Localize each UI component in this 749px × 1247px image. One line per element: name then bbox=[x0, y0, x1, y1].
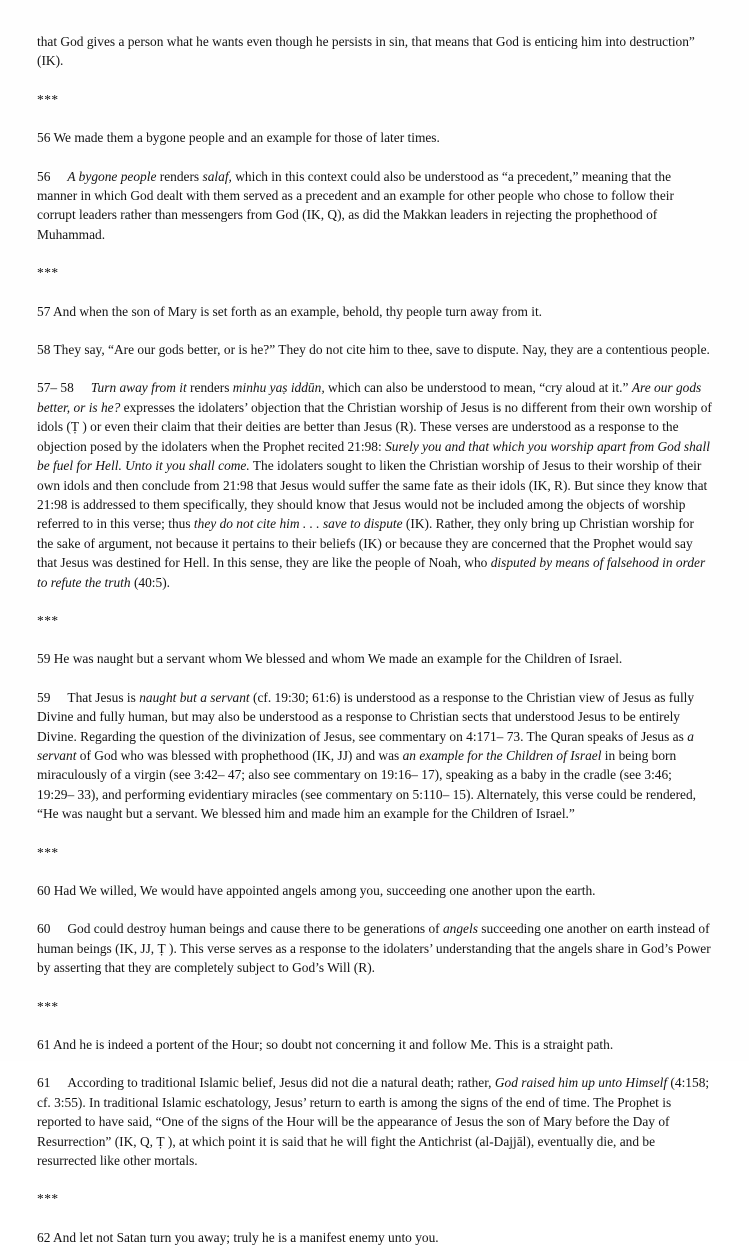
paragraph-spacer bbox=[37, 244, 712, 263]
quoted-phrase: disputed by means of falsehood in order to refute the truth bbox=[37, 555, 706, 590]
section-separator: *** bbox=[37, 1191, 59, 1207]
separator-spacer bbox=[37, 630, 712, 649]
paragraph-spacer bbox=[37, 71, 712, 90]
commentary-verse-number: 57– 58 bbox=[37, 380, 74, 396]
section-separator: *** bbox=[37, 998, 59, 1014]
quoted-phrase: Surely you and that which you worship apart from God shall be fuel for Hell. Unto it you shall come. bbox=[37, 438, 710, 474]
commentary-verse-number: 61 bbox=[37, 1075, 51, 1091]
commentary-verse-number: 56 bbox=[37, 168, 51, 184]
commentary-text: The idolaters sought to liken the Christian worship of Jesus to their worship of their own idols and then conclude from 21:98 that Jesus would suffer the same fate as their idols (IK, R). But since they know that 21:98 is addressed to them specifically, they should know that Jesus would not be included among the objects of worship referred to in this verse; thus bbox=[37, 458, 708, 532]
paragraph-spacer bbox=[37, 148, 712, 167]
separator-spacer bbox=[37, 109, 712, 128]
paragraph-spacer bbox=[37, 592, 712, 611]
quoted-phrase: Are our gods better, or is he? bbox=[37, 380, 702, 415]
separator-spacer bbox=[37, 1209, 712, 1228]
commentary-text: God could destroy human beings and cause there to be generations of bbox=[67, 921, 443, 937]
commentary-text: (IK). Rather, they only bring up Christian worship for the sake of argument, not because it pertains to their beliefs (IK) or because they are concerned that the Prophet would say that Jesus was destined for Hell. In this sense, they are like the people of Noah, who bbox=[37, 516, 694, 571]
paragraph-spacer bbox=[37, 824, 712, 843]
quoted-phrase: an example for the Children of Israel bbox=[402, 747, 602, 763]
commentary-text: in being born miraculously of a virgin (see 3:42– 47; also see commentary on 19:16– 17), speaking as a baby in the cradle (see 3:46; 19:29– 33), and performing evidentiary miracles (see commentary on 5:110– 15). Alternately, this verse could be rendered, “He was naught but a servant. We blessed him and made him an example for the Children of Israel.” bbox=[37, 747, 697, 822]
paragraph-spacer bbox=[37, 359, 712, 378]
quoted-phrase: a servant bbox=[37, 728, 694, 763]
commentary-text: (40:5). bbox=[130, 574, 171, 590]
commentary-paragraph bbox=[37, 688, 712, 824]
commentary-text: (4:158; cf. 3:55). In traditional Islamic eschatology, Jesus’ return to earth is among the signs of the end of time. The Prophet is reported to have said, “One of the signs of the Hour will be the appearance of Jesus the son of Mary before the Day of Resurrection” (IK, Q, Ṭ ), at which point it is said that he will fight the Antichrist (al-Dajjāl), eventually die, and be resurrected like other mortals. bbox=[37, 1075, 710, 1169]
paragraph-spacer bbox=[37, 978, 712, 997]
section-separator: *** bbox=[37, 91, 59, 107]
paragraph-spacer bbox=[37, 669, 712, 688]
commentary-paragraph bbox=[37, 1073, 712, 1170]
commentary-text: That Jesus is bbox=[67, 689, 140, 705]
commentary-text: of God who was blessed with prophethood (IK, JJ) and was bbox=[76, 747, 403, 763]
paragraph-spacer bbox=[37, 1054, 712, 1073]
quoted-phrase: God raised him up unto Himself bbox=[494, 1075, 668, 1091]
section-separator: *** bbox=[37, 265, 59, 281]
verse-paragraph: 61 And he is indeed a portent of the Hour; so doubt not concerning it and follow Me. This is a straight path. bbox=[37, 1037, 614, 1053]
verse-paragraph: 57 And when the son of Mary is set forth as an example, behold, thy people turn away from it. bbox=[37, 303, 543, 319]
paragraph-spacer bbox=[37, 900, 712, 919]
separator-spacer bbox=[37, 862, 712, 881]
commentary-text: (cf. 19:30; 61:6) is understood as a response to the Christian view of Jesus as fully Divine and fully human, but may also be understood as a response to Christian sects that understood Jesus to be entirely Divine. Regarding the question of the divinization of Jesus, see commentary on 4:171– 73. The Quran speaks of Jesus as bbox=[37, 689, 695, 744]
separator-spacer bbox=[37, 1016, 712, 1035]
commentary-text: which in this context could also be understood as “a precedent,” meaning that the manner in which God dealt with them served as a precedent and an example for other people who chose to follow their corrupt leaders rather than messengers from God (IK, Q), as did the Makkan leaders in rejecting the prophethood of Muhammad. bbox=[37, 168, 674, 242]
commentary-paragraph bbox=[37, 167, 712, 245]
quoted-phrase: A bygone people bbox=[67, 168, 157, 184]
verse-paragraph: 62 And let not Satan turn you away; truly he is a manifest enemy unto you. bbox=[37, 1229, 439, 1245]
paragraph-spacer bbox=[37, 1170, 712, 1189]
commentary-text: According to traditional Islamic belief, Jesus did not die a natural death; rather, bbox=[67, 1075, 495, 1091]
quoted-phrase: minhu yaṣ iddūn, bbox=[232, 380, 325, 396]
quoted-phrase: naught but a servant bbox=[139, 689, 250, 705]
verse-paragraph: 56 We made them a bygone people and an example for those of later times. bbox=[37, 130, 440, 146]
document-body bbox=[37, 32, 712, 1247]
commentary-paragraph bbox=[37, 919, 712, 977]
verse-paragraph: 60 Had We willed, We would have appointed angels among you, succeeding one another upon the earth. bbox=[37, 883, 596, 898]
commentary-paragraph bbox=[37, 378, 712, 591]
paragraph-spacer bbox=[37, 321, 712, 340]
separator-spacer bbox=[37, 283, 712, 302]
commentary-verse-number: 60 bbox=[37, 921, 51, 937]
verse-paragraph: 58 They say, “Are our gods better, or is he?” They do not cite him to thee, save to dispute. Nay, they are a contentious people. bbox=[37, 342, 710, 358]
commentary-text: renders bbox=[156, 168, 203, 184]
commentary-text: succeeding one another on earth instead of human beings (IK, JJ, Ṭ ). This verse serves as a response to the idolaters’ understanding that the angels share in God’s Power by asserting that they are completely subject to God’s Will (R). bbox=[37, 921, 711, 976]
quoted-phrase: Turn away from it bbox=[90, 380, 187, 396]
commentary-continuation-paragraph: that God gives a person what he wants even though he persists in sin, that means that God is enticing him into destruction” (IK). bbox=[37, 34, 695, 69]
commentary-verse-number: 59 bbox=[37, 689, 51, 705]
commentary-text: expresses the idolaters’ objection that the Christian worship of Jesus is no different from their own worship of idols (Ṭ ) or even their claim that their deities are better than Jesus (R). These verses are understood as a response to the objection posed by the idolaters when the Prophet recited 21:98: bbox=[37, 399, 712, 454]
quoted-phrase: they do not cite him . . . save to dispute bbox=[193, 516, 403, 532]
commentary-text: which can also be understood to mean, “cry aloud at it.” bbox=[324, 380, 632, 396]
verse-paragraph: 59 He was naught but a servant whom We blessed and whom We made an example for the Children of Israel. bbox=[37, 651, 623, 667]
section-separator: *** bbox=[37, 844, 59, 860]
quoted-phrase: angels bbox=[442, 921, 478, 937]
commentary-text: renders bbox=[186, 380, 233, 396]
section-separator: *** bbox=[37, 612, 59, 628]
quoted-phrase: salaf, bbox=[202, 168, 232, 184]
